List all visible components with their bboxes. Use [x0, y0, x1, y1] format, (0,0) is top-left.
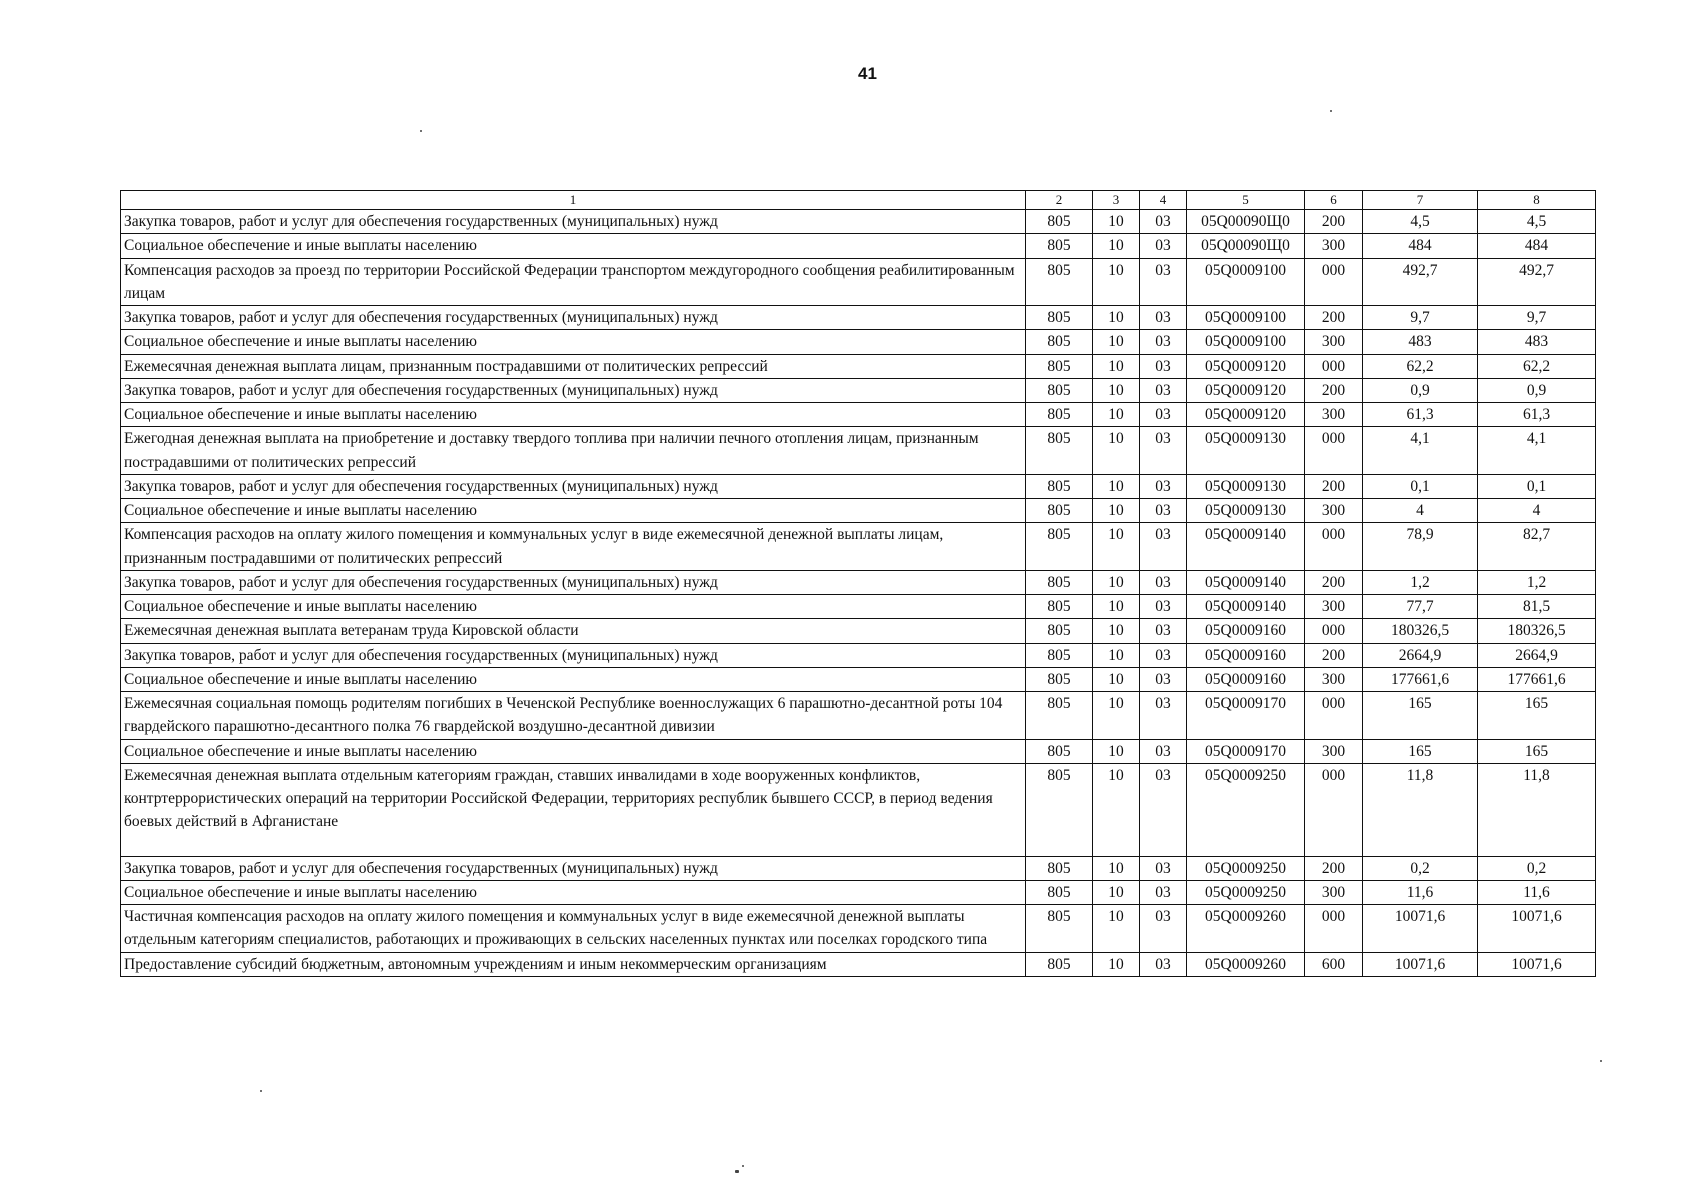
cell-code-ministry: 805 [1026, 619, 1093, 643]
cell-code-expense-type: 300 [1305, 403, 1363, 427]
table-row [121, 905, 1596, 953]
cell-code-subsection: 03 [1140, 474, 1187, 498]
cell-code-section: 10 [1093, 905, 1140, 953]
cell-code-article: 05Q0009120 [1187, 354, 1305, 378]
header-col-7: 7 [1363, 191, 1478, 210]
cell-amount-col-7: 77,7 [1363, 595, 1478, 619]
table-row [121, 880, 1596, 904]
cell-amount-col-8: 180326,5 [1478, 619, 1596, 643]
cell-code-section: 10 [1093, 763, 1140, 856]
cell-item-name: Социальное обеспечение и иные выплаты населению [121, 667, 1026, 691]
cell-amount-col-7: 4,5 [1363, 210, 1478, 234]
cell-code-expense-type: 000 [1305, 427, 1363, 475]
cell-code-article: 05Q0009250 [1187, 856, 1305, 880]
cell-amount-col-7: 11,8 [1363, 763, 1478, 856]
cell-code-article: 05Q0009250 [1187, 763, 1305, 856]
table-row [121, 643, 1596, 667]
cell-amount-col-8: 4,1 [1478, 427, 1596, 475]
cell-code-ministry: 805 [1026, 354, 1093, 378]
cell-code-expense-type: 200 [1305, 474, 1363, 498]
scan-speck [420, 130, 422, 132]
cell-code-ministry: 805 [1026, 952, 1093, 976]
cell-amount-col-7: 0,9 [1363, 378, 1478, 402]
cell-code-ministry: 805 [1026, 330, 1093, 354]
cell-code-subsection: 03 [1140, 763, 1187, 856]
cell-item-name: Социальное обеспечение и иные выплаты населению [121, 330, 1026, 354]
table-row [121, 763, 1596, 856]
cell-code-expense-type: 200 [1305, 856, 1363, 880]
cell-code-expense-type: 300 [1305, 330, 1363, 354]
cell-code-expense-type: 200 [1305, 643, 1363, 667]
cell-code-section: 10 [1093, 234, 1140, 258]
cell-code-subsection: 03 [1140, 378, 1187, 402]
cell-amount-col-7: 78,9 [1363, 523, 1478, 571]
cell-code-article: 05Q0009130 [1187, 427, 1305, 475]
cell-item-name: Ежемесячная социальная помощь родителям погибших в Чеченской Республике военнослужащих 6 парашютно-десантной роты 104 гвардейского парашютно-десантного полка 76 гвардейской воздушно-десантной дивизии [121, 692, 1026, 740]
cell-code-expense-type: 300 [1305, 739, 1363, 763]
table-row [121, 258, 1596, 306]
cell-item-name: Закупка товаров, работ и услуг для обеспечения государственных (муниципальных) нужд [121, 378, 1026, 402]
scan-speck [742, 1165, 744, 1167]
cell-code-section: 10 [1093, 378, 1140, 402]
header-col-3: 3 [1093, 191, 1140, 210]
cell-code-section: 10 [1093, 306, 1140, 330]
cell-item-name: Предоставление субсидий бюджетным, автономным учреждениям и иным некоммерческим организациям [121, 952, 1026, 976]
cell-amount-col-7: 10071,6 [1363, 952, 1478, 976]
cell-amount-col-7: 484 [1363, 234, 1478, 258]
cell-amount-col-8: 81,5 [1478, 595, 1596, 619]
cell-item-name: Социальное обеспечение и иные выплаты населению [121, 595, 1026, 619]
cell-code-expense-type: 200 [1305, 378, 1363, 402]
table-row [121, 330, 1596, 354]
cell-amount-col-7: 0,1 [1363, 474, 1478, 498]
cell-item-name: Ежемесячная денежная выплата отдельным категориям граждан, ставших инвалидами в ходе вооруженных конфликтов, контртеррористических операций на территории Российской Федерации, территориях республик бывшего СССР, в период ведения боевых действий в Афганистане [121, 763, 1026, 856]
cell-item-name: Закупка товаров, работ и услуг для обеспечения государственных (муниципальных) нужд [121, 210, 1026, 234]
cell-code-section: 10 [1093, 739, 1140, 763]
cell-code-subsection: 03 [1140, 570, 1187, 594]
cell-amount-col-8: 61,3 [1478, 403, 1596, 427]
cell-code-subsection: 03 [1140, 330, 1187, 354]
cell-amount-col-7: 11,6 [1363, 880, 1478, 904]
cell-code-ministry: 805 [1026, 234, 1093, 258]
cell-code-expense-type: 000 [1305, 258, 1363, 306]
table-row [121, 499, 1596, 523]
cell-amount-col-8: 9,7 [1478, 306, 1596, 330]
cell-code-ministry: 805 [1026, 499, 1093, 523]
cell-item-name: Закупка товаров, работ и услуг для обеспечения государственных (муниципальных) нужд [121, 570, 1026, 594]
cell-code-ministry: 805 [1026, 378, 1093, 402]
cell-code-section: 10 [1093, 523, 1140, 571]
cell-amount-col-8: 62,2 [1478, 354, 1596, 378]
table-row [121, 952, 1596, 976]
cell-code-subsection: 03 [1140, 692, 1187, 740]
cell-code-subsection: 03 [1140, 952, 1187, 976]
cell-code-article: 05Q0009250 [1187, 880, 1305, 904]
cell-code-expense-type: 200 [1305, 570, 1363, 594]
cell-amount-col-8: 11,8 [1478, 763, 1596, 856]
cell-amount-col-8: 165 [1478, 692, 1596, 740]
cell-amount-col-7: 10071,6 [1363, 905, 1478, 953]
cell-code-expense-type: 000 [1305, 523, 1363, 571]
cell-code-subsection: 03 [1140, 739, 1187, 763]
cell-code-subsection: 03 [1140, 856, 1187, 880]
table-row [121, 234, 1596, 258]
cell-code-subsection: 03 [1140, 880, 1187, 904]
header-col-6: 6 [1305, 191, 1363, 210]
cell-code-ministry: 805 [1026, 643, 1093, 667]
cell-code-article: 05Q0009160 [1187, 667, 1305, 691]
cell-amount-col-7: 180326,5 [1363, 619, 1478, 643]
cell-code-article: 05Q00090Щ0 [1187, 234, 1305, 258]
cell-amount-col-7: 483 [1363, 330, 1478, 354]
cell-code-article: 05Q0009170 [1187, 692, 1305, 740]
table-row [121, 378, 1596, 402]
cell-item-name: Закупка товаров, работ и услуг для обеспечения государственных (муниципальных) нужд [121, 306, 1026, 330]
cell-code-subsection: 03 [1140, 643, 1187, 667]
cell-amount-col-7: 61,3 [1363, 403, 1478, 427]
table-row [121, 354, 1596, 378]
cell-item-name: Ежемесячная денежная выплата ветеранам труда Кировской области [121, 619, 1026, 643]
cell-amount-col-8: 1,2 [1478, 570, 1596, 594]
cell-item-name: Закупка товаров, работ и услуг для обеспечения государственных (муниципальных) нужд [121, 474, 1026, 498]
table-row [121, 474, 1596, 498]
cell-amount-col-7: 177661,6 [1363, 667, 1478, 691]
cell-code-ministry: 805 [1026, 905, 1093, 953]
cell-code-ministry: 805 [1026, 306, 1093, 330]
scan-speck [735, 1170, 739, 1173]
cell-amount-col-7: 492,7 [1363, 258, 1478, 306]
cell-code-article: 05Q0009120 [1187, 378, 1305, 402]
cell-code-section: 10 [1093, 952, 1140, 976]
table-body [121, 210, 1596, 977]
cell-amount-col-8: 82,7 [1478, 523, 1596, 571]
cell-code-section: 10 [1093, 856, 1140, 880]
table-row [121, 523, 1596, 571]
cell-code-expense-type: 000 [1305, 619, 1363, 643]
cell-code-article: 05Q0009140 [1187, 523, 1305, 571]
cell-code-ministry: 805 [1026, 403, 1093, 427]
cell-code-subsection: 03 [1140, 210, 1187, 234]
cell-code-section: 10 [1093, 403, 1140, 427]
cell-code-ministry: 805 [1026, 210, 1093, 234]
cell-code-ministry: 805 [1026, 739, 1093, 763]
cell-amount-col-7: 4 [1363, 499, 1478, 523]
cell-code-ministry: 805 [1026, 692, 1093, 740]
cell-item-name: Социальное обеспечение и иные выплаты населению [121, 880, 1026, 904]
cell-code-article: 05Q0009100 [1187, 258, 1305, 306]
cell-code-subsection: 03 [1140, 234, 1187, 258]
table-row [121, 403, 1596, 427]
cell-code-article: 05Q00090Щ0 [1187, 210, 1305, 234]
cell-code-section: 10 [1093, 427, 1140, 475]
cell-amount-col-8: 177661,6 [1478, 667, 1596, 691]
cell-code-subsection: 03 [1140, 667, 1187, 691]
cell-item-name: Социальное обеспечение и иные выплаты населению [121, 403, 1026, 427]
cell-code-subsection: 03 [1140, 523, 1187, 571]
scan-speck [260, 1090, 262, 1092]
cell-code-subsection: 03 [1140, 258, 1187, 306]
cell-code-ministry: 805 [1026, 474, 1093, 498]
cell-code-expense-type: 200 [1305, 306, 1363, 330]
cell-item-name: Частичная компенсация расходов на оплату жилого помещения и коммунальных услуг в виде ежемесячной денежной выплаты отдельным категориям специалистов, работающих и проживающих в сельских населенных пунктах или поселках городского типа [121, 905, 1026, 953]
cell-item-name: Закупка товаров, работ и услуг для обеспечения государственных (муниципальных) нужд [121, 856, 1026, 880]
cell-code-section: 10 [1093, 499, 1140, 523]
table-row [121, 595, 1596, 619]
cell-code-section: 10 [1093, 643, 1140, 667]
cell-code-ministry: 805 [1026, 570, 1093, 594]
cell-code-article: 05Q0009260 [1187, 905, 1305, 953]
cell-code-ministry: 805 [1026, 427, 1093, 475]
cell-amount-col-8: 165 [1478, 739, 1596, 763]
cell-code-subsection: 03 [1140, 595, 1187, 619]
cell-amount-col-7: 165 [1363, 692, 1478, 740]
page-number: 41 [858, 64, 877, 83]
cell-code-article: 05Q0009260 [1187, 952, 1305, 976]
header-col-1: 1 [121, 191, 1026, 210]
header-col-2: 2 [1026, 191, 1093, 210]
table-row [121, 692, 1596, 740]
cell-amount-col-8: 2664,9 [1478, 643, 1596, 667]
cell-code-section: 10 [1093, 474, 1140, 498]
scan-speck [1600, 1060, 1602, 1062]
cell-item-name: Социальное обеспечение и иные выплаты населению [121, 234, 1026, 258]
cell-code-expense-type: 300 [1305, 499, 1363, 523]
cell-code-article: 05Q0009100 [1187, 330, 1305, 354]
cell-amount-col-8: 0,2 [1478, 856, 1596, 880]
table-row [121, 739, 1596, 763]
cell-code-section: 10 [1093, 210, 1140, 234]
cell-amount-col-8: 10071,6 [1478, 952, 1596, 976]
cell-amount-col-7: 9,7 [1363, 306, 1478, 330]
cell-code-section: 10 [1093, 570, 1140, 594]
header-col-5: 5 [1187, 191, 1305, 210]
cell-code-article: 05Q0009130 [1187, 474, 1305, 498]
cell-code-subsection: 03 [1140, 306, 1187, 330]
cell-item-name: Ежегодная денежная выплата на приобретение и доставку твердого топлива при наличии печного отопления лицам, признанным пострадавшими от политических репрессий [121, 427, 1026, 475]
cell-code-section: 10 [1093, 595, 1140, 619]
cell-code-article: 05Q0009100 [1187, 306, 1305, 330]
table-header-row [121, 191, 1596, 210]
cell-code-ministry: 805 [1026, 856, 1093, 880]
cell-amount-col-8: 11,6 [1478, 880, 1596, 904]
cell-code-subsection: 03 [1140, 403, 1187, 427]
cell-code-section: 10 [1093, 880, 1140, 904]
table-row [121, 667, 1596, 691]
cell-code-section: 10 [1093, 330, 1140, 354]
cell-code-ministry: 805 [1026, 763, 1093, 856]
cell-code-expense-type: 300 [1305, 667, 1363, 691]
cell-code-section: 10 [1093, 354, 1140, 378]
cell-code-expense-type: 000 [1305, 905, 1363, 953]
cell-code-section: 10 [1093, 619, 1140, 643]
cell-code-article: 05Q0009140 [1187, 570, 1305, 594]
cell-item-name: Ежемесячная денежная выплата лицам, признанным пострадавшими от политических репрессий [121, 354, 1026, 378]
cell-amount-col-8: 484 [1478, 234, 1596, 258]
cell-amount-col-7: 62,2 [1363, 354, 1478, 378]
table-row [121, 619, 1596, 643]
table-row [121, 306, 1596, 330]
cell-code-ministry: 805 [1026, 880, 1093, 904]
cell-code-section: 10 [1093, 692, 1140, 740]
cell-amount-col-8: 492,7 [1478, 258, 1596, 306]
cell-item-name: Социальное обеспечение и иные выплаты населению [121, 499, 1026, 523]
cell-code-ministry: 805 [1026, 595, 1093, 619]
table-row [121, 856, 1596, 880]
cell-item-name: Компенсация расходов за проезд по территории Российской Федерации транспортом междугородного сообщения реабилитированным лицам [121, 258, 1026, 306]
cell-code-subsection: 03 [1140, 354, 1187, 378]
cell-amount-col-8: 483 [1478, 330, 1596, 354]
cell-amount-col-7: 165 [1363, 739, 1478, 763]
cell-code-expense-type: 300 [1305, 880, 1363, 904]
cell-code-article: 05Q0009160 [1187, 643, 1305, 667]
header-col-8: 8 [1478, 191, 1596, 210]
cell-code-expense-type: 000 [1305, 354, 1363, 378]
cell-amount-col-8: 0,9 [1478, 378, 1596, 402]
budget-table [120, 190, 1596, 977]
cell-code-subsection: 03 [1140, 905, 1187, 953]
table-row [121, 570, 1596, 594]
cell-amount-col-7: 4,1 [1363, 427, 1478, 475]
cell-code-expense-type: 600 [1305, 952, 1363, 976]
cell-item-name: Закупка товаров, работ и услуг для обеспечения государственных (муниципальных) нужд [121, 643, 1026, 667]
cell-amount-col-7: 1,2 [1363, 570, 1478, 594]
cell-code-article: 05Q0009170 [1187, 739, 1305, 763]
cell-amount-col-8: 4,5 [1478, 210, 1596, 234]
cell-amount-col-8: 4 [1478, 499, 1596, 523]
cell-code-expense-type: 300 [1305, 595, 1363, 619]
cell-code-article: 05Q0009120 [1187, 403, 1305, 427]
cell-code-subsection: 03 [1140, 427, 1187, 475]
cell-code-expense-type: 000 [1305, 763, 1363, 856]
cell-amount-col-7: 2664,9 [1363, 643, 1478, 667]
scan-speck [1330, 110, 1332, 112]
cell-code-ministry: 805 [1026, 667, 1093, 691]
cell-amount-col-7: 0,2 [1363, 856, 1478, 880]
cell-code-article: 05Q0009130 [1187, 499, 1305, 523]
cell-code-expense-type: 300 [1305, 234, 1363, 258]
cell-code-section: 10 [1093, 258, 1140, 306]
table-row [121, 427, 1596, 475]
cell-code-subsection: 03 [1140, 619, 1187, 643]
cell-amount-col-8: 0,1 [1478, 474, 1596, 498]
cell-code-ministry: 805 [1026, 523, 1093, 571]
cell-item-name: Компенсация расходов на оплату жилого помещения и коммунальных услуг в виде ежемесячной денежной выплаты лицам, признанным пострадавшими от политических репрессий [121, 523, 1026, 571]
cell-code-article: 05Q0009140 [1187, 595, 1305, 619]
cell-code-section: 10 [1093, 667, 1140, 691]
cell-amount-col-8: 10071,6 [1478, 905, 1596, 953]
cell-code-expense-type: 200 [1305, 210, 1363, 234]
cell-code-expense-type: 000 [1305, 692, 1363, 740]
table-row [121, 210, 1596, 234]
header-col-4: 4 [1140, 191, 1187, 210]
cell-code-subsection: 03 [1140, 499, 1187, 523]
cell-code-ministry: 805 [1026, 258, 1093, 306]
cell-item-name: Социальное обеспечение и иные выплаты населению [121, 739, 1026, 763]
cell-code-article: 05Q0009160 [1187, 619, 1305, 643]
